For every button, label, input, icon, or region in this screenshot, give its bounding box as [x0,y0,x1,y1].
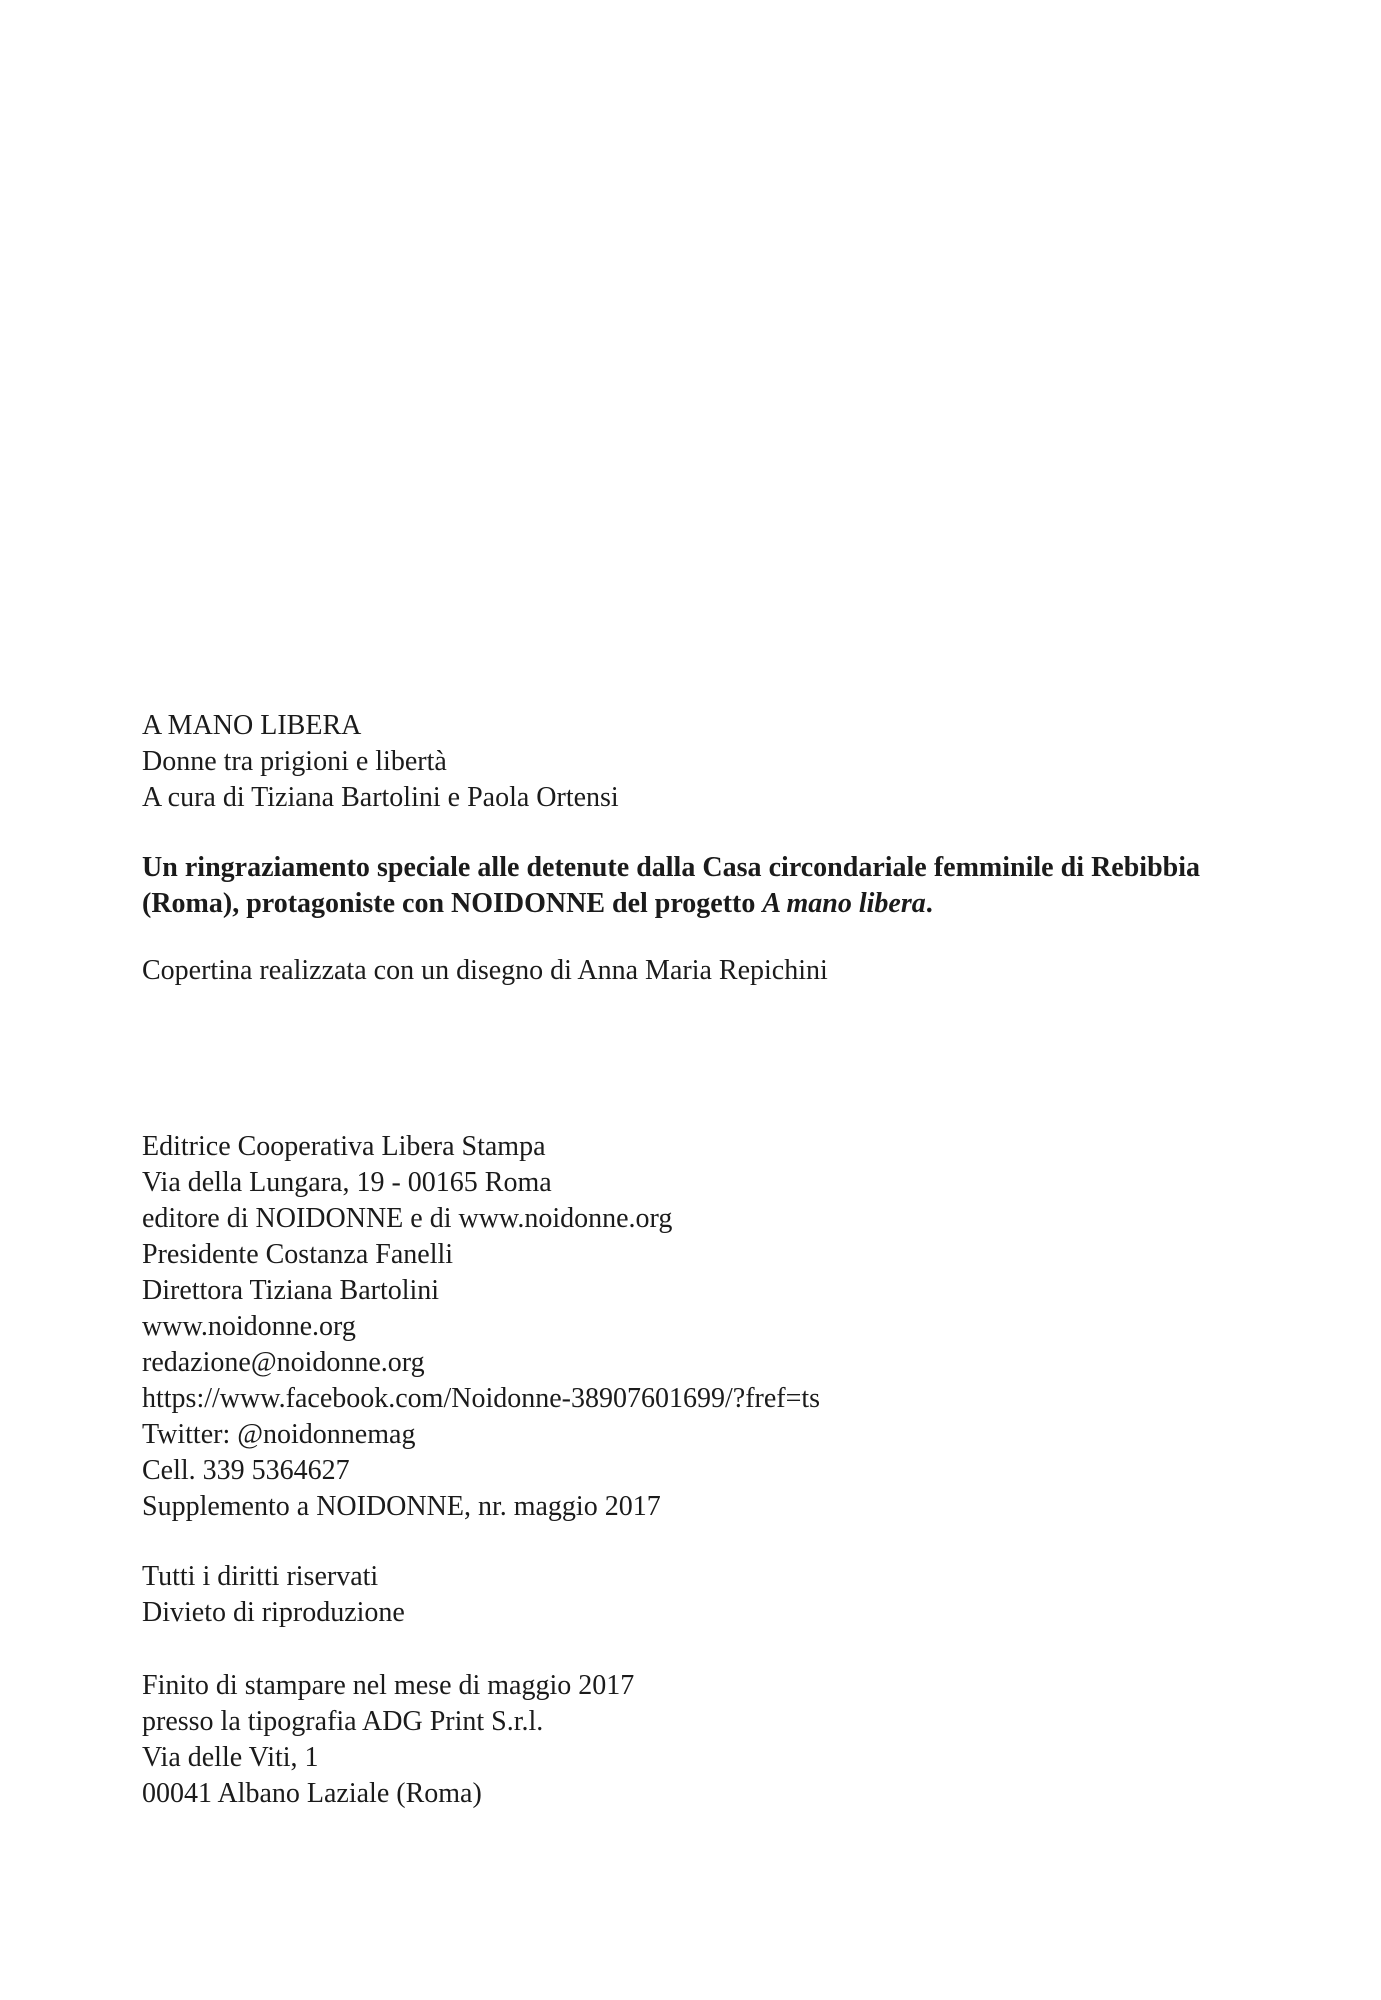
text-line: Via delle Viti, 1 [142,1742,319,1773]
text-line: editore di NOIDONNE e di www.noidonne.org [142,1203,673,1234]
print-info-block [142,1668,1200,1812]
cover-credit-line: Copertina realizzata con un disegno di Anna Maria Repichini [142,955,828,986]
text-line: redazione@noidonne.org [142,1347,425,1378]
book-subtitle: Donne tra prigioni e libertà [142,746,447,777]
text-line: Divieto di riproduzione [142,1597,405,1628]
text-line: Twitter: @noidonnemag [142,1419,416,1450]
acknowledgement-text: Un ringraziamento speciale alle detenute dalla Casa circondariale femminile di Rebibbia (Roma), protagoniste con NOIDONNE del progetto [142,852,1200,919]
text-line: www.noidonne.org [142,1311,356,1342]
text-line: https://www.facebook.com/Noidonne-38907601699/?fref=ts [142,1383,821,1414]
title-block [142,708,1200,816]
text-line: Presidente Costanza Fanelli [142,1239,454,1270]
text-line: Supplemento a NOIDONNE, nr. maggio 2017 [142,1491,661,1522]
text-line: Direttora Tiziana Bartolini [142,1275,440,1306]
text-line: presso la tipografia ADG Print S.r.l. [142,1706,544,1737]
project-title-italic: A mano libera [762,888,926,919]
rights-block [142,1559,1200,1631]
text-line: 00041 Albano Laziale (Roma) [142,1778,482,1809]
publisher-block [142,1129,1200,1525]
acknowledgement-period: . [925,888,933,919]
text-line: Cell. 339 5364627 [142,1455,350,1486]
book-editors: A cura di Tiziana Bartolini e Paola Ortensi [142,782,619,813]
book-title: A MANO LIBERA [142,710,362,741]
text-line: Editrice Cooperativa Libera Stampa [142,1131,546,1162]
acknowledgement-paragraph [142,850,1200,922]
text-line: Tutti i diritti riservati [142,1561,379,1592]
colophon-page [142,708,1200,1812]
text-line: Finito di stampare nel mese di maggio 2017 [142,1670,635,1701]
text-line: Via della Lungara, 19 - 00165 Roma [142,1167,552,1198]
